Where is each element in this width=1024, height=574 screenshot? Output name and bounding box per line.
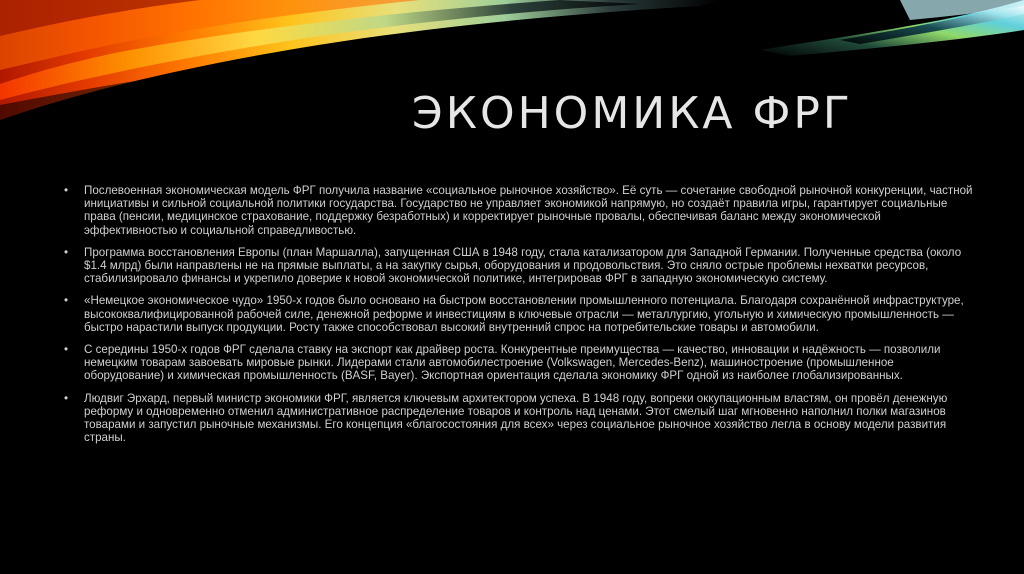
- list-item: [64, 294, 974, 334]
- bullet-text: «Немецкое экономическое чудо» 1950-х годов было основано на быстром восстановлении промышленного потенциала. Благодаря сохранённой инфраструктуре, высококвалифицированной рабочей силе, денежной реформе и инвестициям в ключевые отрасли — металлургию, угольную и химическую промышленность — быстро нарастили выпуск продукции. Росту также способствовал высокий внутренний спрос на потребительские товары и автомобили.: [84, 294, 964, 334]
- bullet-marker: •: [64, 391, 69, 405]
- bullet-marker: •: [64, 245, 69, 259]
- list-item: [64, 392, 974, 445]
- bullet-list: [64, 184, 974, 453]
- bullet-marker: •: [64, 343, 69, 357]
- bullet-text: С середины 1950-х годов ФРГ сделала ставку на экспорт как драйвер роста. Конкурентные преимущества — качество, инновации и надёжность — позволили немецким товарам завоевать мировые рынки. Лидерами стали автомобилестроение (Volkswagen, Mercedes-Benz), машиностроение (промышленное оборудование) и химическая промышленность (BASF, Bayer). Экспортная ориентация сделала экономику ФРГ одной из наиболее глобализированных.: [84, 343, 941, 383]
- list-item: [64, 184, 974, 237]
- list-item: [64, 246, 974, 286]
- slide-title: ЭКОНОМИКА ФРГ: [412, 88, 853, 139]
- bullet-text: Программа восстановления Европы (план Маршалла), запущенная США в 1948 году, стала катализатором для Западной Германии. Полученные средства (около $1.4 млрд) были направлены не на прямые выплаты, а на закупку сырья, оборудования и продовольствия. Это сняло острые проблемы нехватки ресурсов, стабилизировало финансы и укрепило доверие к новой экономической политике, интегрировав ФРГ в западную экономическую систему.: [84, 245, 962, 286]
- bullet-marker: •: [64, 294, 69, 308]
- bullet-marker: •: [64, 184, 69, 197]
- bullet-text: Людвиг Эрхард, первый министр экономики ФРГ, является ключевым архитектором успеха. В 1948 году, вопреки оккупационным властям, он провёл денежную реформу и одновременно отменил административное распределение товаров и контроль над ценами. Этот смелый шаг мгновенно наполнил полки магазинов товарами и запустил рыночные механизмы. Его концепция «благосостояния для всех» через социальное рыночное хозяйство легла в основу модели развития страны.: [84, 391, 948, 445]
- list-item: [64, 343, 974, 383]
- bullet-text: Послевоенная экономическая модель ФРГ получила название «социальное рыночное хозяйство». Её суть — сочетание свободной рыночной конкуренции, частной инициативы и сильной социальной политики государства. Государство не управляет экономикой напрямую, но создаёт правила игры, гарантирует социальные права (пенсии, медицинское страхование, поддержку безработных) и корректирует рыночные провалы, обеспечивая баланс между экономической эффективностью и социальной справедливостью.: [84, 184, 973, 237]
